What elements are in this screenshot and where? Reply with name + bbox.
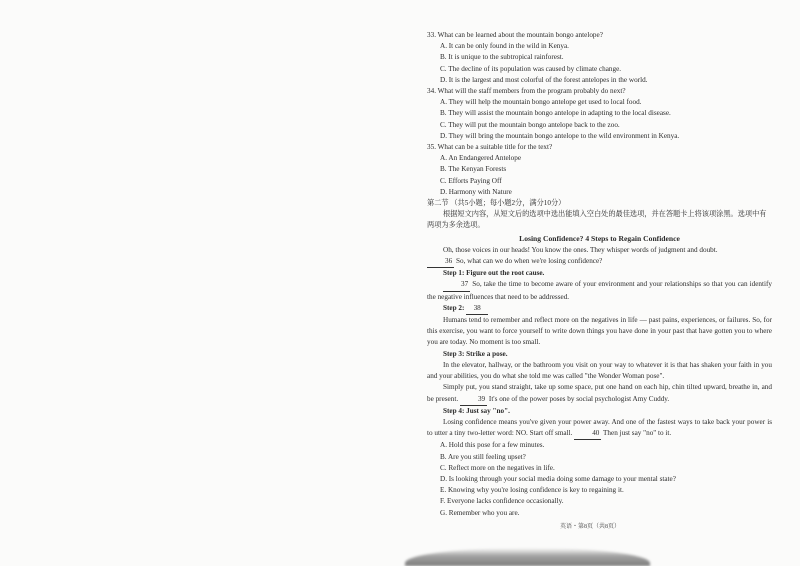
passage-paragraph-4: In the elevator, hallway, or the bathroom you visit on your way to whatever it is that has shaken your faith in you and your abilities, you do what she told me was called "the Wonder Woman pose". (427, 360, 772, 381)
scan-shadow (405, 548, 650, 566)
paragraph-1-text-b: So, what can we do when we're losing confidence? (454, 257, 603, 266)
blank-36: 36 (427, 256, 454, 268)
blank-40: 40 (574, 428, 601, 440)
question-35-option-b: B. The Kenyan Forests (440, 165, 507, 174)
question-34-option-b: B. They will assist the mountain bongo antelope in adapting to the local disease. (440, 109, 671, 118)
question-33-option-d: D. It is the largest and most colorful of the forest antelopes in the world. (440, 75, 648, 84)
blank-39: 39 (460, 394, 487, 406)
question-33-option-c: C. The decline of its population was caused by climate change. (440, 64, 622, 73)
question-35-option-a: A. An Endangered Antelope (440, 154, 522, 163)
paragraph-2-text: So, take the time to become aware of your environment and your relationships so that you can identify the negative influences that need to be addressed. (427, 280, 772, 301)
question-34-option-a: A. They will help the mountain bongo antelope get used to local food. (440, 98, 642, 107)
step-2-heading (427, 303, 772, 315)
passage-paragraph-6 (427, 417, 772, 440)
step-4-heading: Step 4: Just say "no". (443, 406, 510, 415)
paragraph-5-text-a: Simply put, you stand straight, take up some space, put one hand on each hip, chin tilted upward, breathe in, and be present. (427, 383, 772, 403)
paragraph-1-text: Oh, those voices in our heads! You know the ones. They whisper words of judgment and doubt. (443, 245, 718, 254)
question-35-stem: 35. What can be a suitable title for the text? (427, 143, 553, 152)
blank-37: 37 (443, 279, 470, 291)
choice-b: B. Are you still feeling upset? (440, 452, 526, 461)
question-33-stem: 33. What can be learned about the mountain bongo antelope? (427, 31, 603, 39)
section-heading: 第二节 （共5小题；每小题2分，满分10分） (427, 199, 566, 208)
section-instruction: 根据短文内容，从短文后的选项中选出能填入空白处的最佳选项，并在答题卡上将该项涂黑。选项中有两项为多余选项。 (427, 210, 767, 230)
choice-g: G. Remember who you are. (440, 508, 520, 517)
choice-f: F. Everyone lacks confidence occasionally. (440, 497, 564, 506)
passage-paragraph-1 (427, 245, 772, 268)
question-33-option-a: A. It can be only found in the wild in Kenya. (440, 42, 569, 51)
choice-c: C. Reflect more on the negatives in life. (440, 463, 555, 472)
question-35-option-c: C. Efforts Paying Off (440, 176, 502, 185)
page-content (427, 30, 772, 519)
paragraph-5-text-b: It's one of the power poses by social psychologist Amy Cuddy. (487, 394, 670, 403)
question-34-option-c: C. They will put the mountain bongo antelope back to the zoo. (440, 120, 620, 129)
step-2-label: Step 2: (443, 303, 467, 312)
choice-a: A. Hold this pose for a few minutes. (440, 441, 545, 450)
question-35-option-d: D. Harmony with Nature (440, 187, 512, 196)
choice-d: D. Is looking through your social media doing some damage to your mental state? (440, 474, 676, 483)
step-3-heading: Step 3: Strike a pose. (443, 349, 508, 358)
passage-paragraph-5 (427, 382, 772, 405)
passage-paragraph-3: Humans tend to remember and reflect more on the negatives in life — past pains, experiences, or failures. So, for this exercise, you want to force yourself to write down things you have done in your past that have gotten you to where you are today. No moment is too small. (427, 316, 772, 347)
passage-paragraph-2 (427, 279, 772, 302)
question-34-option-d: D. They will bring the mountain bongo antelope to the wild environment in Kenya. (440, 131, 680, 140)
question-34-stem: 34. What will the staff members from the program probably do next? (427, 87, 626, 96)
blank-38: 38 (466, 303, 488, 315)
step-1-heading: Step 1: Figure out the root cause. (443, 269, 545, 278)
page-footer: 英语・第8页（共8页） (560, 524, 621, 530)
passage-title: Losing Confidence? 4 Steps to Regain Confidence (519, 233, 680, 243)
question-33-option-b: B. It is unique to the subtropical rainforest. (440, 53, 564, 62)
choice-e: E. Knowing why you're losing confidence is key to regaining it. (440, 486, 624, 495)
paragraph-6-text-b: Then just say "no" to it. (601, 429, 672, 438)
paragraph-6-text-a: Losing confidence means you've given your power away. And one of the fastest ways to take back your power is to utter a tiny two-letter word: NO. Start off small. (427, 417, 772, 438)
